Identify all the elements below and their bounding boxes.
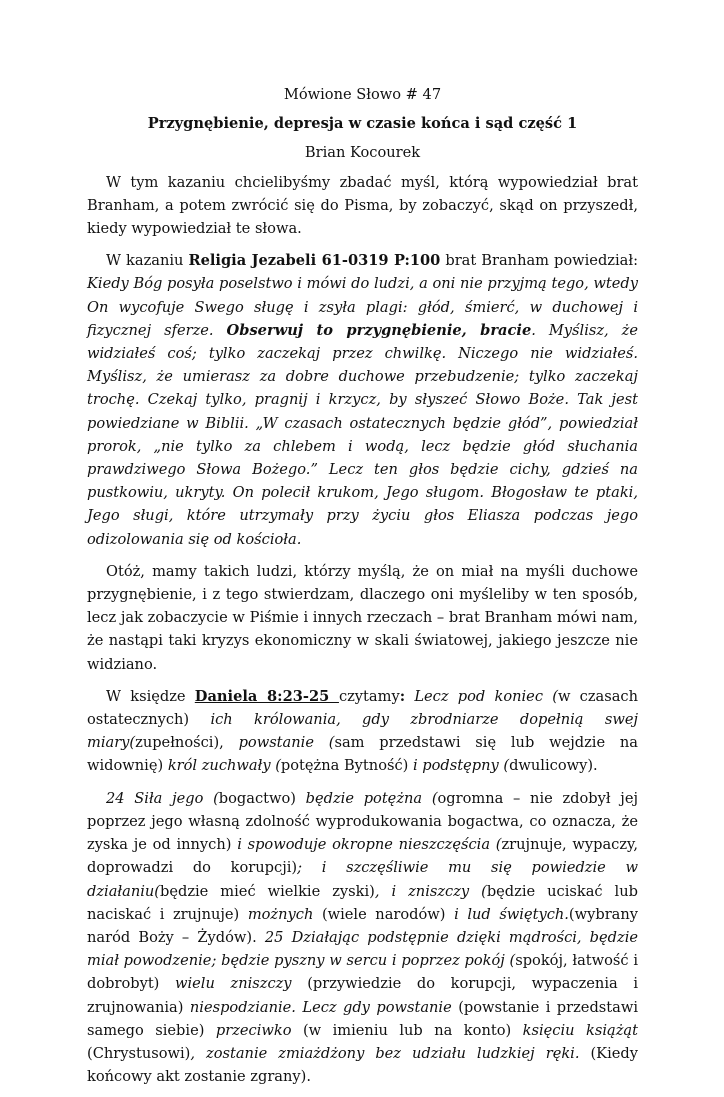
scripture-reference: Daniela 8:23-25	[194, 687, 339, 705]
paragraph-daniel-24-25: 24 Siła jego (bogactwo) będzie potężna (ogromna – nie zdobył jej poprzez jego własną zdolność wyprodukowania bogactwa, co oznacza, że zyska je od innych) i spowoduje okropne nieszczęścia (zrujnuje, wypaczy, doprowadzi do korupcji); i szczęśliwie mu się powiedzie w działaniu(będzie mieć wielkie zyski), i zniszczy (będzie uciskać lub naciskać i zrujnuje) możnych (wiele narodów) i lud świętych.(wybrany naród Boży – Żydów). 25 Działając podstępnie dzięki mądrości, będzie miał powodzenie; będzie pyszny w sercu i poprzez pokój (spokój, łatwość i dobrobyt) wielu zniszczy (przywiedzie do korupcji, wypaczenia i zrujnowania) niespodzianie. Lecz gdy powstanie (powstanie i przedstawi samego siebie) przeciwko (w imieniu lub na konto) księciu książąt (Chrystusowi), zostanie zmiażdżony bez udziału ludzkiej ręki. (Kiedy końcowy akt zostanie zgrany).	[87, 789, 639, 1086]
document-page	[87, 83, 638, 1097]
document-header: Mówione Słowo # 47	[283, 86, 442, 103]
paragraph-daniel-23: W księdze Daniela 8:23-25 czytamy: Lecz pod koniec (w czasach ostatecznych) ich królowania, gdy zbrodniarze dopełnią swej miary(zupełności), powstanie (sam przedstawi się lub wejdzie na widownię) król zuchwały (potężna Bytność) i podstępny (dwulicowy).	[87, 687, 638, 775]
emphasis-quote: Obserwuj to przygnębienie, bracie	[226, 321, 532, 339]
document-author: Brian Kocourek	[304, 144, 421, 162]
paragraph-branham-quote: W kazaniu Religia Jezabeli 61-0319 P:100 brat Branham powiedział: Kiedy Bóg posyła poselstwo i mówi do ludzi, a oni nie przyjmą tego, wtedy On wycofuje Swego sługę i zsyła plagi: głód, śmierć, w duchowej i fizycznej sferze. Obserwuj to przygnębienie, bracie. Myślisz, że widziałeś coś; tylko zaczekaj przez chwilkę. Niczego nie widziałeś. Myślisz, że umierasz za dobre duchowe przebudzenie; tylko zaczekaj trochę. Czekaj tylko, pragnij i krzycz, by słyszeć Słowo Boże. Tak jest powiedziane w Biblii. „W czasach ostatecznych będzie głód”, powiedział prorok, „nie tylko za chlebem i wodą, lecz będzie głód słuchania prawdziwego Słowa Bożego.” Lecz ten głos będzie cichy, gdzieś na pustkowiu, ukryty. On polecił krukom, Jego sługom. Błogosław te ptaki, Jego sługi, które utrzymały przy życiu głos Eliasza podczas jego odizolowania się od kościoła.	[87, 252, 638, 548]
paragraph-commentary: Otóż, mamy takich ludzi, którzy myślą, że on miał na myśli duchowe przygnębienie, i z tego stwierdzam, dlaczego oni myśleliby w ten sposób, lecz jak zobaczycie w Piśmie i innych rzeczach – brat Branham mówi nam, że nastąpi taki kryzys ekonomiczny w skali światowej, jakiego jeszcze nie widziano.	[87, 562, 638, 673]
paragraph-intro: W tym kazaniu chcielibyśmy zbadać myśl, którą wypowiedział brat Branham, a potem zwrócić się do Pisma, by zobaczyć, skąd on przyszedł, kiedy wypowiedział te słowa.	[87, 173, 638, 238]
document-title: Przygnębienie, depresja w czasie końca i sąd część 1	[147, 115, 578, 133]
sermon-reference: Religia Jezabeli 61-0319 P:100	[188, 252, 441, 270]
